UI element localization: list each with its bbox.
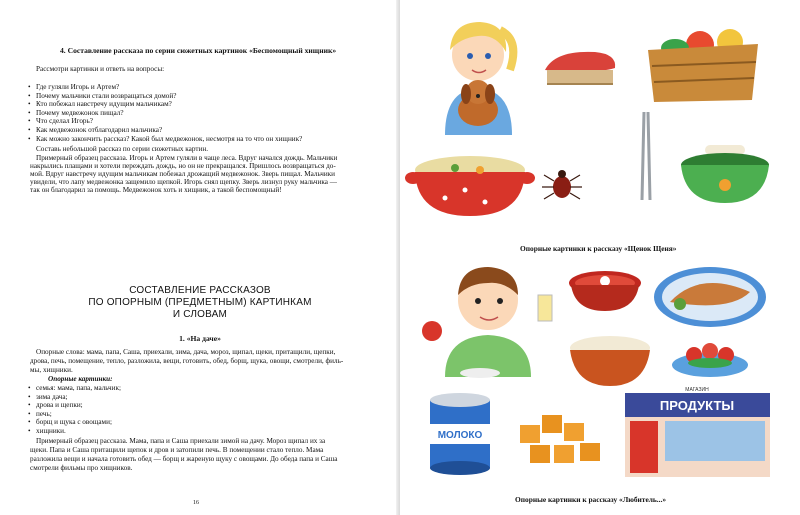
question-item: • Кто побежал навстречу идущим мальчикам? — [36, 100, 302, 109]
sample2-line: разложила вещи и начала готовить обед — борщ и жареную щуку с овощами. До обеда папа и Саша — [30, 455, 338, 463]
ref-pictures-list — [36, 384, 121, 436]
question-item: • Где гуляли Игорь и Артем? — [36, 83, 302, 92]
sample-line: так он благодарил за помощь. Медвежонок хоть и хищник, а такой беспомощный! — [30, 186, 282, 194]
vegetables-plate-image — [670, 335, 750, 380]
ref-picture-item: • хищники. — [36, 427, 121, 436]
ref-words-line: мы, хищники. — [30, 366, 73, 374]
can-label: МОЛОКО — [437, 430, 483, 441]
ref-words-line: Опорные слова: мама, папа, Саша, приехали, зима, дача, мороз, щипал, щеки, притащили, щепки, — [36, 348, 336, 356]
shop-small-sign: МАГАЗИН — [685, 387, 709, 393]
ref-picture-item: • печь; — [36, 410, 121, 419]
vegetable-crate-image — [640, 20, 765, 105]
ref-words-line: дрова, печь, помещение, тепло, разложила, вещи, готовить, обед, борщ, щука, овощи, смотрели, филь- — [30, 357, 344, 365]
ref-picture-item: • зима дача; — [36, 393, 121, 402]
page-number: 16 — [193, 500, 199, 506]
sample-line: увидели, что лапу медвежонка защемило щепкой. Игорь снял щепку. Зверь лизнул руку мальчика — — [30, 178, 337, 186]
sample-line: Примерный образец рассказа. Игорь и Артем гуляли в чаще леса. Вдруг начался дождь. Мальчики — [36, 154, 338, 162]
task-intro: Рассмотри картинки и ответь на вопросы: — [36, 65, 165, 73]
section4-title: 4. Составление рассказа по серии сюжетных картинок «Беспомощный хищник» — [60, 46, 337, 55]
ref-pictures-title: Опорные картинки: — [48, 375, 113, 383]
ref-picture-item: • семья: мама, папа, мальчик; — [36, 384, 121, 393]
porridge-bowl-image — [565, 330, 655, 390]
question-item: • Почему мальчики стали возвращаться домой? — [36, 92, 302, 101]
questions-list — [36, 83, 302, 143]
cheese-cubes-image — [510, 405, 610, 475]
sample2-line: Примерный образец рассказа. Мама, папа и Саша приехали зимой на дачу. Мороз щипал их за — [36, 437, 326, 445]
section-big-title — [0, 285, 400, 321]
caption-top: Опорные картинки к рассказу «Щенок Щеня» — [520, 244, 677, 254]
dog-bowl-image — [675, 135, 775, 210]
girl-with-puppy-image — [430, 10, 525, 140]
boy-eating-image — [420, 255, 555, 380]
compose-task: Составь небольшой рассказ по серии сюжетных картин. — [36, 145, 208, 153]
subsection-title: 1. «На даче» — [179, 334, 221, 343]
fried-fish-plate-image — [650, 262, 770, 332]
question-item: • Что сделал Игорь? — [36, 117, 302, 126]
grocery-shop-image — [620, 385, 775, 480]
big-title-line: ПО ОПОРНЫМ (ПРЕДМЕТНЫМ) КАРТИНКАМ — [88, 297, 312, 308]
soup-pot-image — [405, 150, 535, 220]
sample-line: мой. Вдруг навстречу идущим мальчикам побежал дрожащий медвежонок. Зверь пищал. Мальчики — [30, 170, 336, 178]
big-title-line: СОСТАВЛЕНИЕ РАССКАЗОВ — [129, 285, 271, 296]
big-title-line: И СЛОВАМ — [172, 309, 228, 320]
question-item: • Почему медвежонок пищал? — [36, 109, 302, 118]
right-page — [400, 0, 800, 515]
sample-line: накрылись плащами и хотели переждать дождь, но он не прекращался. Пришлось возвращаться до- — [30, 162, 336, 170]
question-item: • Как медвежонок отблагодарил мальчика? — [36, 126, 302, 135]
sample2-line: смотрели фильмы про хищников. — [30, 464, 133, 472]
shop-sign: ПРОДУКТЫ — [659, 398, 735, 413]
question-item: • Как можно закончить рассказ? Какой был медвежонок, несмотря на то что он хищник? — [36, 135, 302, 144]
borscht-bowl-image — [565, 265, 645, 315]
tick-insect-image — [540, 165, 585, 205]
milk-can-image — [425, 390, 495, 475]
brush-image — [535, 40, 625, 95]
sample2-line: щеки. Папа и Саша притащили щепок и дров и затопили печь. В помещении стало тепло. Мама — [30, 446, 324, 454]
tweezers-image — [636, 110, 656, 205]
ref-picture-item: • борщ и щука с овощами; — [36, 418, 121, 427]
caption-bottom: Опорные картинки к рассказу «Любитель...» — [515, 495, 667, 505]
ref-picture-item: • дрова и щепки; — [36, 401, 121, 410]
